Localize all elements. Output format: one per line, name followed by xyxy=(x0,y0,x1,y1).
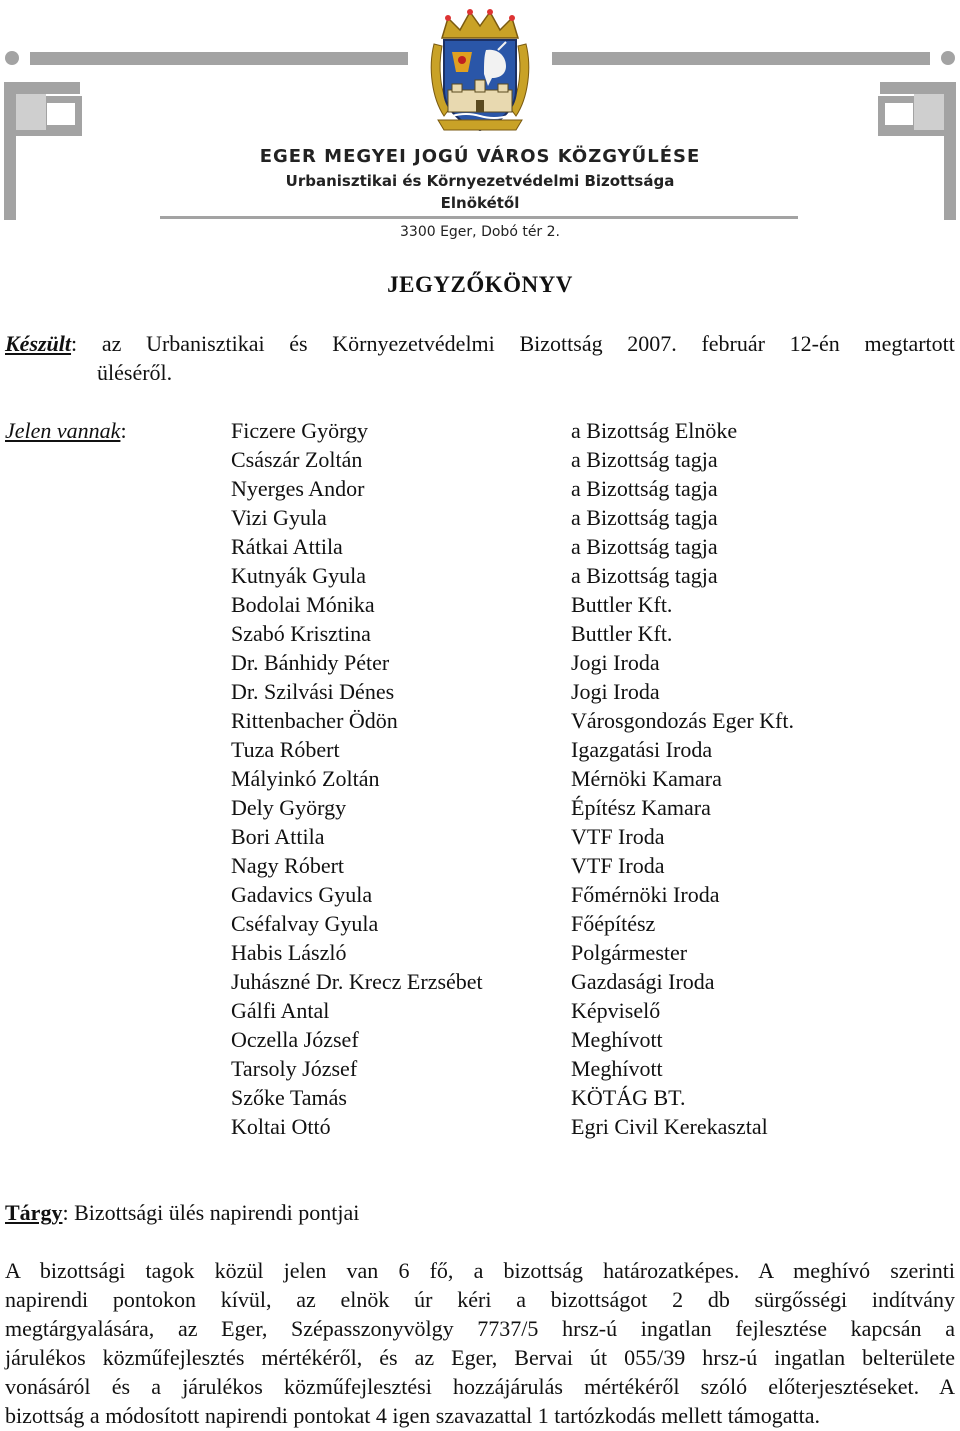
attendee-role: a Bizottság tagja xyxy=(571,476,718,501)
attendee-row xyxy=(231,648,951,677)
attendee-role: Igazgatási Iroda xyxy=(571,737,713,762)
attendee-row xyxy=(231,880,951,909)
attendee-name: Gálfi Antal xyxy=(231,998,330,1023)
attendee-name: Gadavics Gyula xyxy=(231,882,373,907)
attendee-role: Buttler Kft. xyxy=(571,621,673,646)
attendee-row xyxy=(231,909,951,938)
attendee-name: Rittenbacher Ödön xyxy=(231,708,398,733)
keszult-label-group xyxy=(5,329,77,358)
attendee-role: Jogi Iroda xyxy=(571,679,660,704)
attendees-list xyxy=(231,416,951,1141)
attendee-name: Dely György xyxy=(231,795,347,820)
keszult-word: az xyxy=(101,331,122,356)
attendee-role: Főépítész xyxy=(571,911,656,936)
attendee-row xyxy=(231,677,951,706)
attendee-role: Meghívott xyxy=(571,1027,663,1052)
attendee-row xyxy=(231,561,951,590)
keszult-word: és xyxy=(289,331,308,356)
attendee-row xyxy=(231,938,951,967)
attendee-role: a Bizottság Elnöke xyxy=(571,418,738,443)
attendee-name: Tarsoly József xyxy=(231,1056,358,1081)
attendee-row xyxy=(231,503,951,532)
summary-line: járulékos közműfejlesztés mértékéről, és az Eger, Bervai út 055/39 hrsz-ú ingatlan belterülete xyxy=(5,1345,955,1370)
attendee-name: Nyerges Andor xyxy=(231,476,365,501)
attendees-label-group xyxy=(5,416,127,445)
attendee-name: Koltai Ottó xyxy=(231,1114,331,1139)
letterhead-institution: EGER MEGYEI JOGÚ VÁROS KÖZGYŰLÉSE xyxy=(259,146,701,167)
attendee-name: Mályinkó Zoltán xyxy=(231,766,380,791)
attendee-role: Városgondozás Eger Kft. xyxy=(571,708,794,733)
attendee-role: VTF Iroda xyxy=(571,853,665,878)
letterhead-sender: Elnökétől xyxy=(440,194,520,212)
keszult-word: 12-én xyxy=(789,331,840,356)
keszult-word: február xyxy=(701,331,765,356)
attendee-role: Jogi Iroda xyxy=(571,650,660,675)
attendee-name: Bori Attila xyxy=(231,824,325,849)
targy-text: : Bizottsági ülés napirendi pontjai xyxy=(62,1200,360,1225)
attendee-name: Vizi Gyula xyxy=(231,505,327,530)
attendee-row xyxy=(231,1025,951,1054)
keszult-line-2: üléséről. xyxy=(97,360,173,385)
attendee-row xyxy=(231,793,951,822)
attendee-row xyxy=(231,445,951,474)
attendees-label: Jelen vannak xyxy=(5,418,121,443)
attendee-role: Polgármester xyxy=(571,940,688,965)
targy-label: Tárgy xyxy=(5,1200,63,1225)
attendee-name: Császár Zoltán xyxy=(231,447,363,472)
attendee-name: Bodolai Mónika xyxy=(231,592,375,617)
attendee-role: Mérnöki Kamara xyxy=(571,766,722,791)
attendee-name: Oczella József xyxy=(231,1027,359,1052)
summary-line: A bizottsági tagok közül jelen van 6 fő, a bizottság határozatképes. A meghívó szerinti xyxy=(5,1258,955,1283)
attendee-name: Szőke Tamás xyxy=(231,1085,347,1110)
attendee-row xyxy=(231,532,951,561)
attendee-row xyxy=(231,735,951,764)
summary-paragraph xyxy=(5,1256,955,1430)
attendee-name: Juhászné Dr. Krecz Erzsébet xyxy=(231,969,483,994)
attendee-row xyxy=(231,822,951,851)
letterhead-divider xyxy=(160,216,798,219)
summary-line: napirendi pontokon kívül, az elnök úr kéri a bizottságot 2 db sürgősségi indítvány xyxy=(5,1287,955,1312)
attendee-row xyxy=(231,967,951,996)
summary-line: bizottság a módosított napirendi pontokat 4 igen szavazattal 1 tartózkodás mellett támogatta. xyxy=(5,1403,820,1428)
attendee-role: Gazdasági Iroda xyxy=(571,969,715,994)
summary-line: megtárgyalására, az Eger, Szépasszonyvölgy 7737/5 hrsz-ú ingatlan fejlesztése kapcsán a xyxy=(5,1316,955,1341)
summary-line: vonásáról és a járulékos közműfejlesztési hozzájárulás mértékéről szóló előterjesztéseket. A xyxy=(5,1374,955,1399)
attendee-row xyxy=(231,416,951,445)
keszult-section xyxy=(5,329,955,387)
attendee-row xyxy=(231,996,951,1025)
attendee-row xyxy=(231,851,951,880)
attendee-role: KÖTÁG BT. xyxy=(571,1085,686,1110)
keszult-word: Környezetvédelmi xyxy=(332,331,495,356)
letterhead-address: 3300 Eger, Dobó tér 2. xyxy=(400,224,560,240)
keszult-word: 2007. xyxy=(627,331,677,356)
attendee-row xyxy=(231,706,951,735)
attendee-role: a Bizottság tagja xyxy=(571,534,718,559)
attendee-role: a Bizottság tagja xyxy=(571,563,718,588)
attendee-name: Nagy Róbert xyxy=(231,853,345,878)
attendee-row xyxy=(231,590,951,619)
attendee-role: a Bizottság tagja xyxy=(571,505,718,530)
attendee-role: VTF Iroda xyxy=(571,824,665,849)
letterhead-committee: Urbanisztikai és Környezetvédelmi Bizottsága xyxy=(285,172,675,190)
attendee-name: Rátkai Attila xyxy=(231,534,343,559)
attendee-row xyxy=(231,1054,951,1083)
keszult-separator: : xyxy=(71,331,78,356)
attendee-name: Dr. Szilvási Dénes xyxy=(231,679,395,704)
targy-section xyxy=(5,1198,359,1227)
attendee-name: Ficzere György xyxy=(231,418,369,443)
attendee-name: Tuza Róbert xyxy=(231,737,340,762)
keszult-word: Urbanisztikai xyxy=(146,331,265,356)
attendee-role: Főmérnöki Iroda xyxy=(571,882,720,907)
attendee-name: Szabó Krisztina xyxy=(231,621,371,646)
attendee-name: Habis László xyxy=(231,940,347,965)
attendee-row xyxy=(231,474,951,503)
attendee-role: Építész Kamara xyxy=(571,795,711,820)
attendee-row xyxy=(231,764,951,793)
attendee-role: Egri Civil Kerekasztal xyxy=(571,1114,768,1139)
attendee-row xyxy=(231,1112,951,1141)
document-title: JEGYZŐKÖNYV xyxy=(387,272,573,297)
keszult-word: Bizottság xyxy=(519,331,603,356)
coat-of-arms-icon xyxy=(428,8,532,134)
attendee-role: Buttler Kft. xyxy=(571,592,673,617)
attendee-name: Dr. Bánhidy Péter xyxy=(231,650,390,675)
attendee-role: a Bizottság tagja xyxy=(571,447,718,472)
attendee-role: Képviselő xyxy=(571,998,661,1023)
keszult-word: megtartott xyxy=(864,331,955,356)
attendee-role: Meghívott xyxy=(571,1056,663,1081)
attendee-row xyxy=(231,619,951,648)
attendee-name: Kutnyák Gyula xyxy=(231,563,367,588)
letterhead xyxy=(0,0,960,250)
attendees-label-separator: : xyxy=(120,418,127,443)
attendee-name: Cséfalvay Gyula xyxy=(231,911,379,936)
keszult-line-1 xyxy=(5,329,955,358)
attendee-row xyxy=(231,1083,951,1112)
keszult-label: Készült xyxy=(5,331,72,356)
